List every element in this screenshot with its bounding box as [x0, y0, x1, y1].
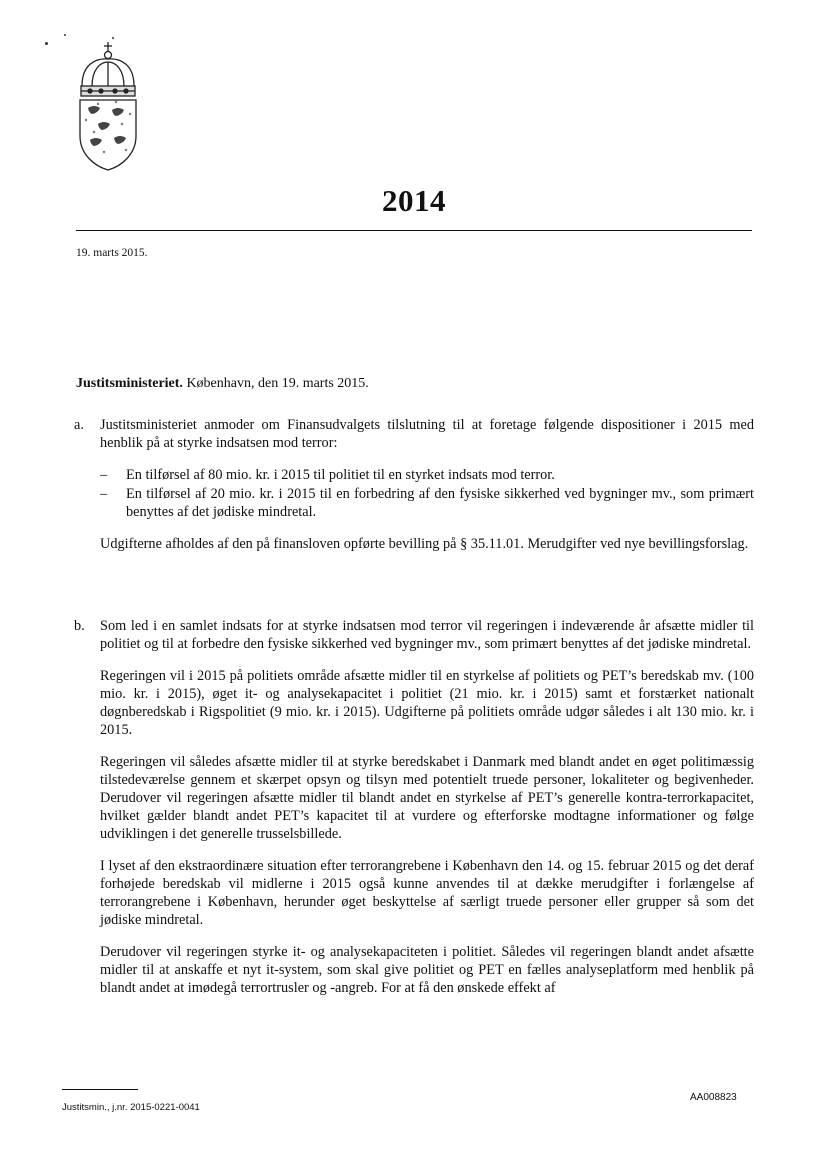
- page-title: 2014: [382, 183, 446, 218]
- dash-bullet-icon: –: [100, 486, 108, 502]
- disposition-list: [100, 466, 754, 521]
- document-date: 19. marts 2015.: [76, 247, 148, 259]
- journal-number: Justitsmin., j.nr. 2015-0221-0041: [62, 1102, 200, 1113]
- place-date: København, den 19. marts 2015.: [186, 376, 369, 391]
- list-item: – En tilførsel af 80 mio. kr. i 2015 til politiet til en styrket indsats mod terror.: [100, 467, 555, 483]
- footnote-rule: [62, 1089, 138, 1090]
- paragraph: Som led i en samlet indsats for at styrke indsatsen mod terror vil regeringen i indeværende år afsætte midler til politiet og til at forbedre den fysiske sikkerhed ved bygninger mv., som primært benyttes af det jødiske mindretal.: [100, 618, 754, 652]
- section-b: [74, 617, 754, 1011]
- danish-coat-of-arms-icon: [76, 40, 140, 172]
- section-a-closing: Udgifterne afholdes af den på finansloven opførte bevilling på § 35.11.01. Merudgifter ved nye bevillingsforslag.: [100, 536, 749, 552]
- letter-heading: [76, 376, 369, 392]
- section-a-intro: Justitsministeriet anmoder om Finansudvalgets tilslutning til at foretage følgende dispositioner i 2015 med henblik på at styrke indsatsen mod terror:: [100, 417, 754, 451]
- paragraph: Regeringen vil i 2015 på politiets område afsætte midler til en styrkelse af politiets og PET’s beredskab mv. (100 mio. kr. i 2015), øget it- og analysekapacitet i politiet (21 mio. kr. i 2015) samt et forstærket nationalt døgnberedskab i Rigspolitiet (9 mio. kr. i 2015). Udgifterne på politiets område udgør således i alt 130 mio. kr. i 2015.: [100, 668, 754, 738]
- header-rule: [76, 230, 752, 231]
- section-label: a.: [74, 417, 84, 433]
- ministry-name: Justitsministeriet.: [76, 376, 183, 391]
- scan-speck: [112, 37, 114, 39]
- scan-speck: [45, 42, 48, 45]
- paragraph: Regeringen vil således afsætte midler til at styrke beredskabet i Danmark med blandt andet en øget politimæssig tilstedeværelse gennem et skærpet opsyn og tilsyn med potentielt truede personer, lokaliteter og begivenheder. Derudover vil regeringen afsætte midler til blandt andet en styrkelse af PET’s generelle kontra-terrorkapacitet, hvilket gælder blandt andet PET’s kapacitet til at vurdere og efterforske modtagne informationer og følge udviklingen i det generelle trusselsbillede.: [100, 754, 754, 842]
- scan-speck: [64, 34, 66, 36]
- document-id: AA008823: [690, 1092, 737, 1103]
- section-label: b.: [74, 618, 85, 634]
- section-a: [74, 416, 754, 567]
- paragraph: Derudover vil regeringen styrke it- og analysekapaciteten i politiet. Således vil regeringen blandt andet afsætte midler til at anskaffe et nyt it-system, som skal give politiet og PET en fælles analyseplatform med henblik på blandt andet at imødegå terrortrusler og -angreb. For at få den ønskede effekt af: [100, 944, 754, 996]
- dash-bullet-icon: –: [100, 467, 108, 483]
- list-item: – En tilførsel af 20 mio. kr. i 2015 til en forbedring af den fysiske sikkerhed ved bygninger mv., som primært benyttes af det jødiske mindretal.: [100, 486, 754, 520]
- paragraph: I lyset af den ekstraordinære situation efter terrorangrebene i København den 14. og 15. februar 2015 og det deraf forhøjede beredskab vil midlerne i 2015 også kunne anvendes til at dække merudgifter i forlængelse af terrorangrebene i København, herunder øget beskyttelse af særligt truede personer eller grupper så som det jødiske mindretal.: [100, 858, 754, 928]
